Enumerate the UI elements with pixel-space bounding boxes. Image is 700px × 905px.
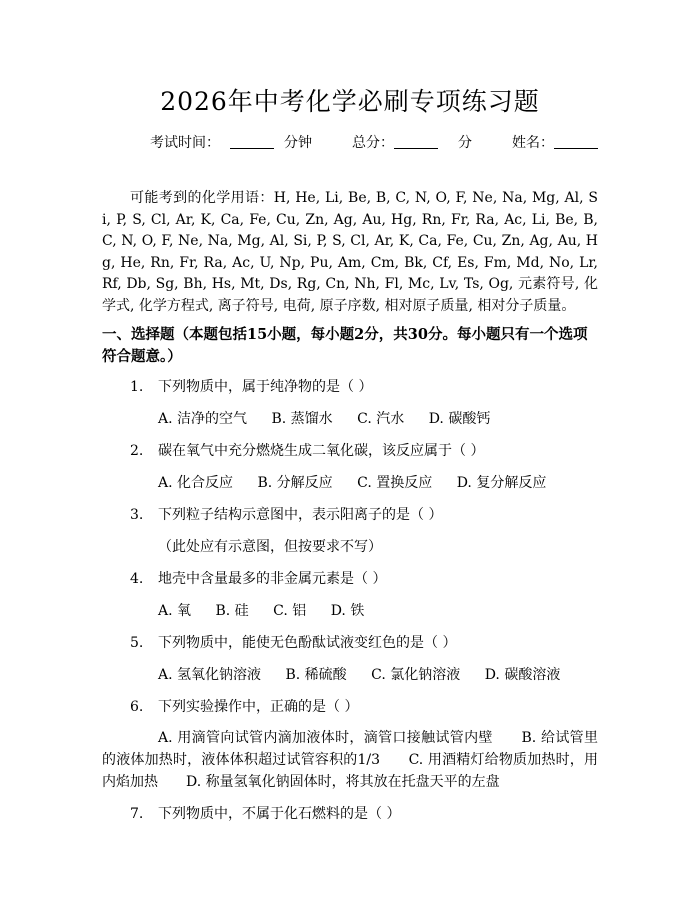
question-2-options: [158, 472, 566, 492]
option-d: D. 碳酸钙: [428, 411, 491, 427]
question-2: [130, 440, 484, 460]
option-b: B. 分解反应: [257, 475, 333, 491]
question-3: [130, 504, 442, 524]
question-text: 碳在氧气中充分燃烧生成二氧化碳，该反应属于（ ）: [158, 443, 485, 459]
option-b: B. 蒸馏水: [271, 411, 333, 427]
question-5-options: [158, 664, 580, 684]
question-3-note: （此处应有示意图，但按要求不写）: [158, 539, 382, 555]
question-7: [130, 803, 400, 823]
score-unit: 分: [458, 135, 472, 151]
question-1: [130, 376, 372, 396]
option-d: D. 碳酸溶液: [484, 667, 561, 683]
question-number: 2.: [130, 443, 144, 459]
question-5: [130, 632, 456, 652]
option-b: B. 硅: [215, 603, 249, 619]
question-number: 4.: [130, 571, 144, 587]
time-unit: 分钟: [284, 135, 312, 151]
option-a: A. 化合反应: [158, 475, 234, 491]
exam-info-line: [150, 132, 608, 152]
time-label: 考试时间：: [150, 135, 220, 151]
question-number: 1.: [130, 379, 144, 395]
question-1-options: [158, 408, 510, 428]
option-c: C. 铝: [273, 603, 307, 619]
question-text: 下列实验操作中，正确的是（ ）: [158, 699, 359, 715]
option-c: C. 汽水: [357, 411, 405, 427]
question-4: [130, 568, 386, 588]
section-heading: 一、选择题（本题包括15小题，每小题2分，共30分。每小题只有一个选项符合题意。）: [102, 326, 588, 365]
question-6-options: A. 用滴管向试管内滴加液体时，滴管口接触试管内壁 B. 给试管里的液体加热时，液体体积超过试管容积的1/3 C. 用酒精灯给物质加热时，用内焰加热 D. 称量氢氧化钠固体时，将其放在托盘天平的左盘: [102, 730, 598, 790]
question-text: 下列物质中，能使无色酚酞试液变红色的是（ ）: [158, 635, 457, 651]
question-number: 6.: [130, 699, 144, 715]
option-b: B. 稀硫酸: [285, 667, 347, 683]
option-a: A. 氧: [158, 603, 192, 619]
question-number: 5.: [130, 635, 144, 651]
score-blank: [394, 134, 438, 149]
name-label: 姓名：: [512, 135, 554, 151]
option-d: D. 铁: [330, 603, 365, 619]
option-d: D. 复分解反应: [456, 475, 547, 491]
time-blank: [230, 134, 274, 149]
option-c: C. 置换反应: [357, 475, 433, 491]
question-4-options: [158, 600, 384, 620]
option-a: A. 洁净的空气: [158, 411, 248, 427]
question-6: [130, 696, 358, 716]
question-text: 地壳中含量最多的非金属元素是（ ）: [158, 571, 387, 587]
question-number: 3.: [130, 507, 144, 523]
question-text: 下列物质中，属于纯净物的是（ ）: [158, 379, 373, 395]
page-title: 2026年中考化学必刷专项练习题: [160, 87, 540, 116]
question-number: 7.: [130, 806, 144, 822]
intro-paragraph: 可能考到的化学用语：H, He, Li, Be, B, C, N, O, F, Ne, Na, Mg, Al, Si, P, S, Cl, Ar, K, Ca, Fe, Cu, Zn, Ag, Au, Hg, Rn, Fr, Ra, Ac, Li, Be, B, C, N, O, F, Ne, Na, Mg, Al, Si, P, S, Cl, Ar, K, Ca, Fe, Cu, Zn, Ag, Au, Hg, He, Rn, Fr, Ra, Ac, U, Np, Pu, Am, Cm, Bk, Cf, Es, Fm, Md, No, Lr, Rf, Db, Sg, Bh, Hs, Mt, Ds, Rg, Cn, Nh, Fl, Mc, Lv, Ts, Og, 元素符号, 化学式, 化学方程式, 离子符号, 电荷, 原子序数, 相对原子质量, 相对分子质量。: [102, 190, 598, 314]
option-c: C. 氯化钠溶液: [371, 667, 461, 683]
score-label: 总分：: [352, 135, 394, 151]
name-blank: [554, 134, 598, 149]
question-text: 下列物质中，不属于化石燃料的是（ ）: [158, 806, 401, 822]
option-a: A. 氢氧化钠溶液: [158, 667, 262, 683]
question-text: 下列粒子结构示意图中，表示阳离子的是（ ）: [158, 507, 443, 523]
